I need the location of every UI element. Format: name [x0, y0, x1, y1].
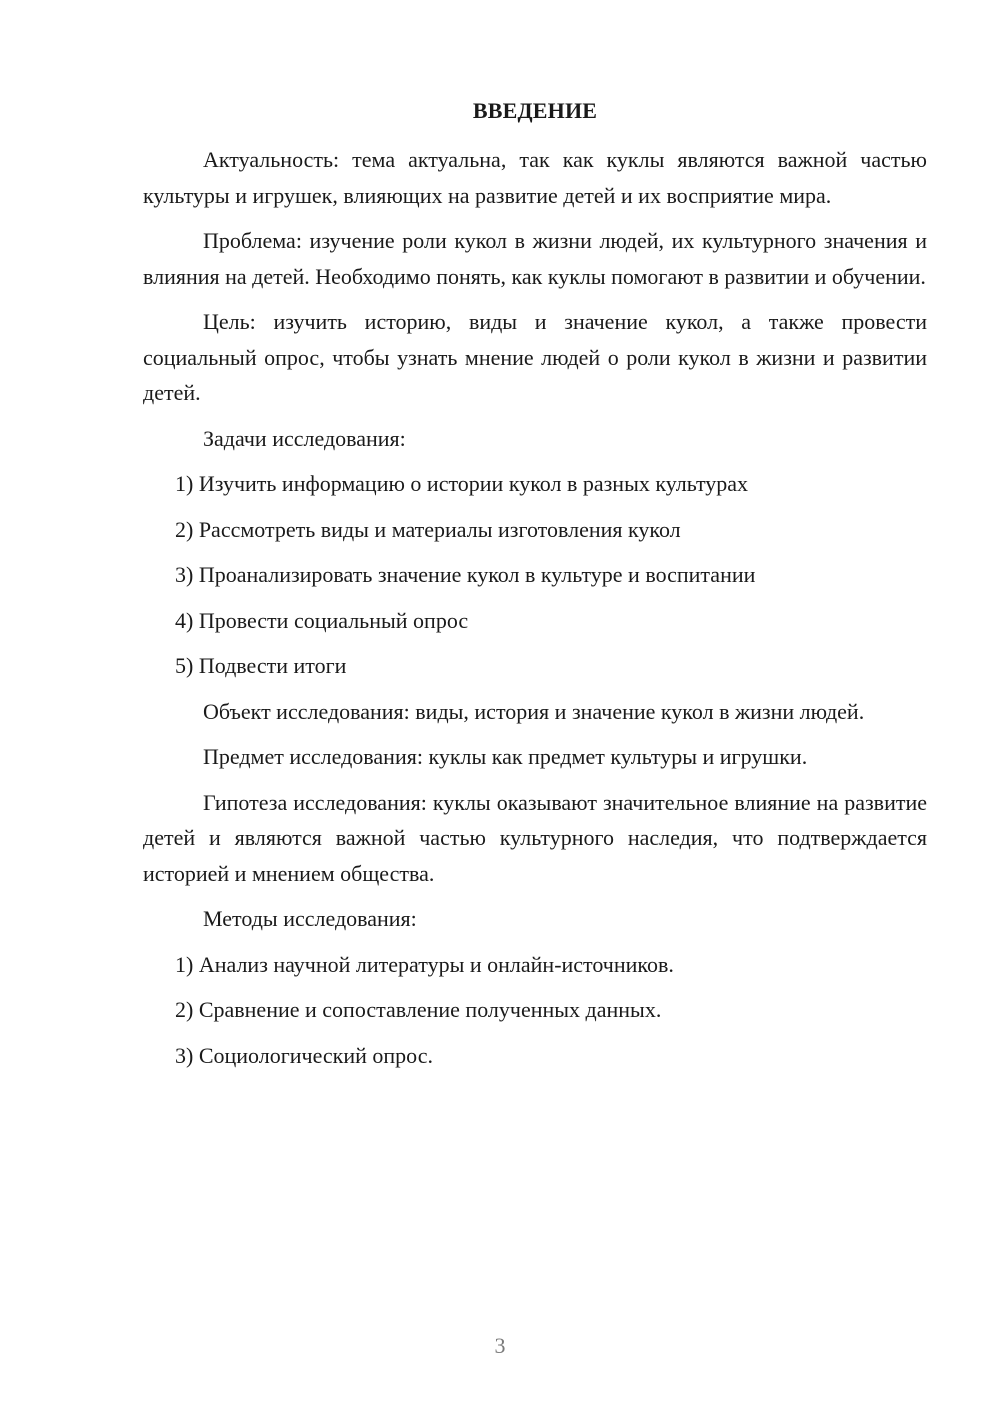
list-item: 2) Рассмотреть виды и материалы изготовления кукол: [175, 516, 681, 542]
section-title: ВВЕДЕНИЕ: [472, 98, 598, 123]
list-item: 3) Социологический опрос.: [175, 1042, 433, 1068]
list-item: 5) Подвести итоги: [175, 653, 347, 678]
list-item: 4) Провести социальный опрос: [175, 607, 469, 633]
list-item: 3) Проанализировать значение кукол в культуре и воспитании: [175, 562, 756, 587]
tasks-heading: Задачи исследования:: [203, 425, 406, 451]
paragraph-object: Объект исследования: виды, история и значение кукол в жизни людей.: [203, 698, 865, 724]
list-item: 1) Изучить информацию о истории кукол в разных культурах: [175, 471, 749, 496]
paragraph-hypothesis: Гипотеза исследования: куклы оказывают значительное влияние на развитие детей и являются важной частью культурного наследия, что подтверждается историей и мнением общества.: [143, 789, 927, 886]
paragraph-goal: Цель: изучить историю, виды и значение кукол, а также провести социальный опрос, чтобы узнать мнение людей о роли кукол в жизни и развитии детей.: [143, 309, 927, 405]
methods-list: [143, 947, 927, 1074]
paragraph-subject: Предмет исследования: куклы как предмет культуры и игрушки.: [203, 744, 808, 769]
document-body: [143, 142, 927, 1083]
paragraph-relevance: Актуальность: тема актуальна, так как куклы являются важной частью культуры и игрушек, влияющих на развитие детей и их восприятие мира.: [143, 147, 927, 208]
paragraph-problem: Проблема: изучение роли кукол в жизни людей, их культурного значения и влияния на детей. Необходимо понять, как куклы помогают в развитии и обучении.: [143, 228, 927, 289]
tasks-list: [143, 466, 927, 684]
page-number: 3: [494, 1333, 506, 1358]
list-item: 2) Сравнение и сопоставление полученных данных.: [175, 997, 662, 1022]
methods-heading: Методы исследования:: [203, 906, 417, 931]
list-item: 1) Анализ научной литературы и онлайн-источников.: [175, 951, 674, 977]
